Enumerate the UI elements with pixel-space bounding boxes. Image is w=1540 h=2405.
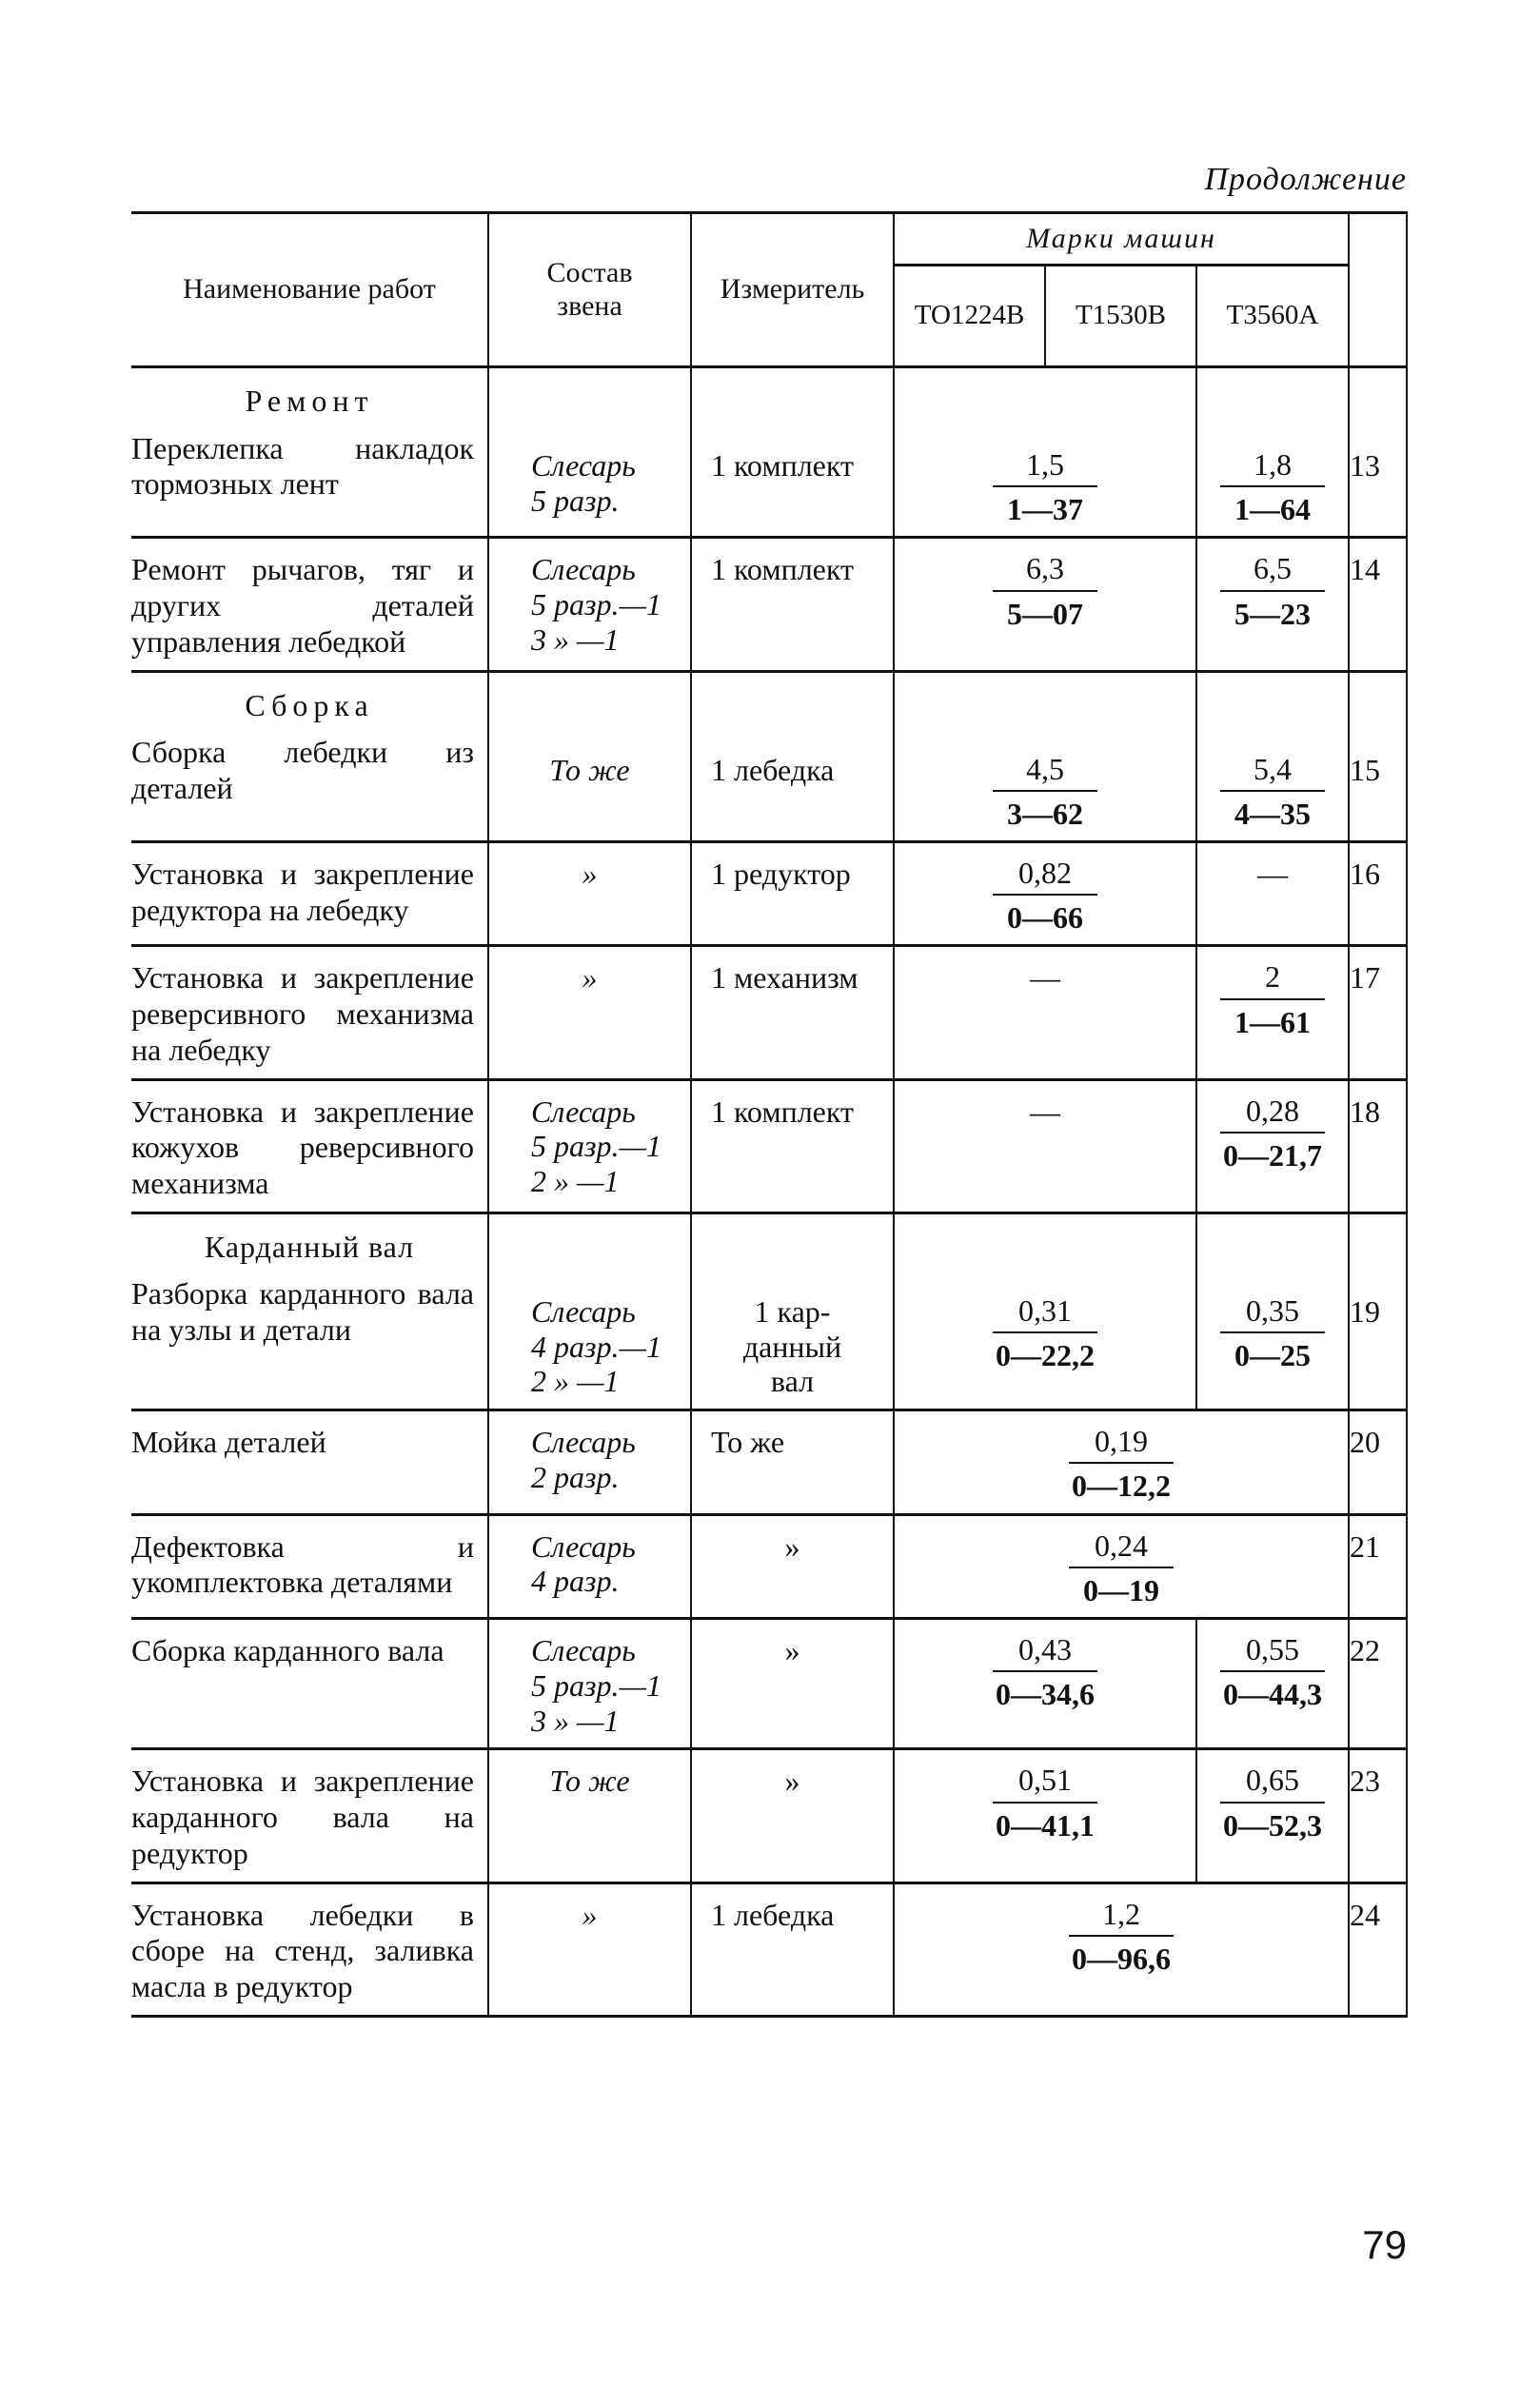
team-line: Слесарь (531, 1528, 636, 1564)
table-row (131, 1514, 1407, 1618)
rate-value: 5—23 (1234, 596, 1312, 631)
section-title: Карданный вал (204, 1229, 415, 1264)
norm-to1224v-t1530v-cell (894, 538, 1196, 671)
no-value-dash: — (1257, 857, 1289, 891)
time-norm: 6,5 (1220, 552, 1325, 591)
time-norm: 0,35 (1220, 1294, 1325, 1333)
team-line: То же (549, 1764, 630, 1799)
continuation-label: Продолжение (1204, 162, 1407, 197)
time-norm: 0,31 (993, 1294, 1097, 1333)
measure-line: 1 комплект (711, 448, 854, 483)
team-line: Слесарь (531, 1425, 636, 1460)
measure-line: 1 комплект (711, 1094, 854, 1129)
rate-value: 0—12,2 (1072, 1469, 1172, 1504)
work-name: Дефектовка и укомплектовка деталями (131, 1528, 474, 1600)
work-name-cell (131, 1410, 488, 1514)
work-name-cell (131, 1619, 488, 1749)
team-line: 2 » —1 (531, 1164, 620, 1199)
team-line: 2 » —1 (531, 1364, 620, 1399)
team-cell (488, 1749, 691, 1883)
header-model: Т3560А (1196, 266, 1349, 367)
team-cell (488, 946, 691, 1079)
row-number: 18 (1349, 1079, 1407, 1212)
no-value-dash: — (1030, 1094, 1060, 1129)
team-cell (488, 1514, 691, 1618)
team-line: 3 » —1 (531, 621, 620, 657)
work-name-cell (131, 946, 488, 1079)
rate-value: 0—21,7 (1223, 1137, 1323, 1173)
row-number: 15 (1349, 671, 1407, 841)
norm-fraction (1220, 1294, 1325, 1372)
measure-cell (691, 1212, 894, 1409)
norm-fraction (1220, 1094, 1325, 1173)
norm-t3560a-cell (1196, 671, 1349, 841)
norm-fraction (993, 1764, 1097, 1842)
team-line: » (582, 857, 598, 891)
table-row (131, 1883, 1407, 2016)
norm-t3560a-cell (1196, 1749, 1349, 1883)
work-name: Мойка деталей (131, 1425, 326, 1460)
norm-all-models-cell (894, 1514, 1349, 1618)
measure-cell (691, 1079, 894, 1212)
norm-to1224v-t1530v-cell (894, 367, 1196, 538)
norm-fraction (1220, 1764, 1325, 1842)
header-team-line: Состав (546, 257, 633, 288)
norm-to1224v-t1530v-cell (894, 1619, 1196, 1749)
rate-value: 5—07 (1007, 596, 1083, 631)
time-norm: 0,51 (993, 1764, 1097, 1803)
measure-cell (691, 1410, 894, 1514)
work-name: Переклепка накладок тормозных лент (131, 430, 474, 502)
team-cell (488, 671, 691, 841)
table-row (131, 1079, 1407, 1212)
rate-value: 3—62 (1007, 796, 1083, 831)
team-line: 5 разр.—1 (531, 587, 661, 622)
rate-value: 0—19 (1083, 1572, 1160, 1607)
table-row (131, 538, 1407, 671)
no-value-dash: — (1030, 960, 1060, 996)
team-line: Слесарь (531, 1293, 636, 1329)
norm-fraction (1069, 1898, 1174, 1976)
measure-line: 1 лебедка (711, 752, 835, 787)
rate-value: 0—41,1 (996, 1807, 1095, 1843)
team-line: Слесарь (531, 448, 636, 483)
table-row (131, 671, 1407, 841)
rate-value: 4—35 (1234, 796, 1312, 831)
team-cell (488, 842, 691, 946)
work-name: Установка и закрепление карданного вала на редуктор (131, 1764, 474, 1870)
team-cell (488, 1619, 691, 1749)
header-team-line: звена (557, 289, 622, 322)
measure-cell (691, 1883, 894, 2016)
norm-to1224v-t1530v-cell (894, 842, 1196, 946)
norm-to1224v-t1530v-cell (894, 671, 1196, 841)
work-name-cell (131, 1212, 488, 1409)
table-row (131, 946, 1407, 1079)
rate-value: 0—34,6 (996, 1677, 1095, 1712)
page-number: 79 (1362, 2222, 1407, 2267)
time-norm: 0,65 (1220, 1764, 1325, 1803)
norm-t3560a-cell (1196, 367, 1349, 538)
norms-table (131, 211, 1408, 2018)
team-cell (488, 538, 691, 671)
norm-t3560a-cell (1196, 1079, 1349, 1212)
work-name: Установка и закрепление кожухов реверсивного механизма (131, 1094, 474, 1201)
measure-cell (691, 671, 894, 841)
work-name-cell (131, 1749, 488, 1883)
measure-cell (691, 842, 894, 946)
measure-line: То же (711, 1425, 785, 1460)
time-norm: 0,28 (1220, 1094, 1325, 1134)
measure-line: 1 лебедка (711, 1897, 835, 1932)
time-norm: 5,4 (1220, 753, 1325, 792)
work-name-cell (131, 538, 488, 671)
table-row (131, 367, 1407, 538)
norm-to1224v-t1530v-cell (894, 1079, 1196, 1212)
norm-fraction (993, 448, 1097, 526)
measure-line: данный (742, 1329, 842, 1364)
row-number: 23 (1349, 1749, 1407, 1883)
header-row-number (1349, 213, 1407, 367)
time-norm: 1,8 (1220, 448, 1325, 487)
norm-fraction (1220, 552, 1325, 630)
row-number: 20 (1349, 1410, 1407, 1514)
time-norm: 2 (1220, 960, 1325, 999)
section-title: Ремонт (245, 384, 374, 418)
rate-value: 0—25 (1234, 1338, 1312, 1373)
team-line: » (582, 960, 598, 996)
table-row (131, 842, 1407, 946)
time-norm: 0,19 (1069, 1425, 1174, 1464)
time-norm: 1,5 (993, 448, 1097, 487)
work-name-cell (131, 842, 488, 946)
team-line: Слесарь (531, 552, 636, 587)
measure-line: » (784, 1633, 800, 1668)
table-row (131, 1410, 1407, 1514)
section-title: Сборка (245, 687, 374, 722)
team-cell (488, 1410, 691, 1514)
work-name-cell (131, 1883, 488, 2016)
row-number: 21 (1349, 1514, 1407, 1618)
time-norm: 4,5 (993, 753, 1097, 792)
header-measure: Измеритель (691, 213, 894, 367)
table-row (131, 1212, 1407, 1409)
work-name: Установка и закрепление редуктора на лебедку (131, 857, 474, 927)
norm-to1224v-t1530v-cell (894, 1212, 1196, 1409)
rate-value: 0—96,6 (1072, 1941, 1172, 1976)
measure-line: 1 комплект (711, 552, 854, 587)
row-number: 13 (1349, 367, 1407, 538)
norm-fraction (1069, 1425, 1174, 1503)
work-name-cell (131, 671, 488, 841)
team-line: 3 » —1 (531, 1703, 620, 1738)
team-cell (488, 1883, 691, 2016)
rate-value: 0—22,2 (996, 1338, 1095, 1373)
team-cell (488, 1212, 691, 1409)
work-name: Установка и закрепление реверсивного механизма на лебедку (131, 960, 474, 1067)
header-model: ТО1224В (894, 266, 1045, 367)
row-number: 22 (1349, 1619, 1407, 1749)
rate-value: 0—44,3 (1223, 1677, 1323, 1712)
row-number: 16 (1349, 842, 1407, 946)
table-header (131, 213, 1407, 367)
team-line: » (582, 1897, 598, 1932)
work-name: Разборка карданного вала на узлы и детали (131, 1276, 474, 1348)
time-norm: 0,43 (993, 1633, 1097, 1672)
work-name: Установка лебедки в сборе на стенд, заливка масла в редуктор (131, 1897, 474, 2004)
rate-value: 1—64 (1234, 492, 1312, 527)
header-team (488, 213, 691, 367)
team-line: 4 разр. (531, 1564, 620, 1599)
norm-fraction (993, 857, 1097, 935)
norm-fraction (1220, 753, 1325, 831)
rate-value: 1—37 (1007, 492, 1083, 527)
rate-value: 1—61 (1234, 1004, 1312, 1039)
work-name-cell (131, 1079, 488, 1212)
norm-fraction (993, 753, 1097, 831)
team-line: 5 разр. (531, 483, 620, 518)
team-line: 5 разр.—1 (531, 1129, 661, 1164)
measure-line: 1 кар- (754, 1293, 831, 1329)
header-model: Т1530В (1045, 266, 1196, 367)
measure-cell (691, 367, 894, 538)
team-cell (488, 367, 691, 538)
team-line: 4 разр.—1 (531, 1329, 661, 1364)
norm-t3560a-cell (1196, 1619, 1349, 1749)
norm-fraction (993, 552, 1097, 630)
measure-line: 1 редуктор (711, 857, 851, 891)
measure-cell (691, 946, 894, 1079)
norm-fraction (1069, 1529, 1174, 1607)
norm-all-models-cell (894, 1883, 1349, 2016)
measure-cell (691, 1514, 894, 1618)
row-number: 24 (1349, 1883, 1407, 2016)
norm-fraction (1220, 960, 1325, 1038)
measure-line: 1 механизм (711, 960, 859, 996)
measure-line: » (784, 1528, 800, 1564)
work-name-cell (131, 1514, 488, 1618)
measure-cell (691, 1619, 894, 1749)
time-norm: 0,55 (1220, 1633, 1325, 1672)
norm-fraction (993, 1294, 1097, 1372)
work-name: Сборка лебедки из деталей (131, 735, 474, 805)
header-machine-marks: Марки машин (894, 213, 1349, 266)
norm-fraction (993, 1633, 1097, 1711)
row-number: 19 (1349, 1212, 1407, 1409)
team-line: Слесарь (531, 1633, 636, 1668)
norm-to1224v-t1530v-cell (894, 1749, 1196, 1883)
team-line: Слесарь (531, 1094, 636, 1129)
norm-fraction (1220, 448, 1325, 526)
time-norm: 0,24 (1069, 1529, 1174, 1568)
norm-t3560a-cell (1196, 946, 1349, 1079)
table-row (131, 1619, 1407, 1749)
header-work-name: Наименование работ (131, 213, 488, 367)
norm-t3560a-cell (1196, 538, 1349, 671)
norm-t3560a-cell (1196, 842, 1349, 946)
time-norm: 1,2 (1069, 1898, 1174, 1937)
time-norm: 0,82 (993, 857, 1097, 896)
row-number: 17 (1349, 946, 1407, 1079)
rate-value: 0—52,3 (1223, 1807, 1323, 1843)
work-name: Ремонт рычагов, тяг и других деталей управления лебедкой (131, 552, 474, 659)
measure-cell (691, 538, 894, 671)
norm-t3560a-cell (1196, 1212, 1349, 1409)
team-line: 2 разр. (531, 1460, 620, 1495)
work-name-cell (131, 367, 488, 538)
measure-line: » (784, 1764, 800, 1799)
row-number: 14 (1349, 538, 1407, 671)
norm-fraction (1220, 1633, 1325, 1711)
measure-cell (691, 1749, 894, 1883)
table-body (131, 367, 1407, 2017)
norm-to1224v-t1530v-cell (894, 946, 1196, 1079)
team-line: То же (549, 752, 630, 787)
team-cell (488, 1079, 691, 1212)
table-row (131, 1749, 1407, 1883)
work-name: Сборка карданного вала (131, 1633, 444, 1668)
team-line: 5 разр.—1 (531, 1667, 661, 1703)
time-norm: 6,3 (993, 552, 1097, 591)
norm-all-models-cell (894, 1410, 1349, 1514)
rate-value: 0—66 (1007, 900, 1083, 936)
measure-line: вал (770, 1364, 815, 1399)
